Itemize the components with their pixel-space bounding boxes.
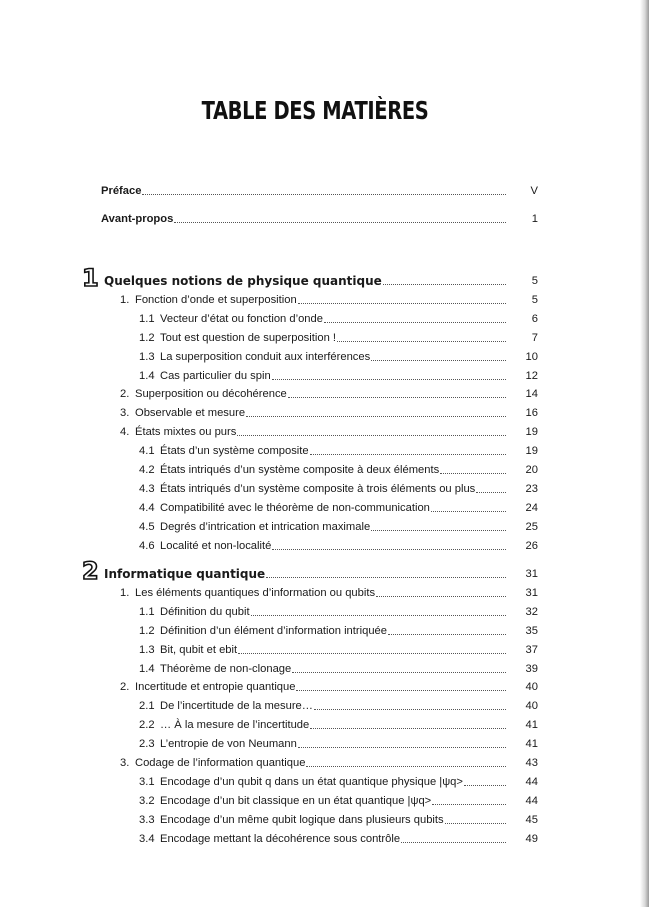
toc-entry[interactable] xyxy=(139,697,538,713)
toc-entry-text: États mixtes ou purs xyxy=(135,426,237,438)
dot-leader xyxy=(251,614,506,616)
toc-entry-text: La superposition conduit aux interférences xyxy=(160,351,371,363)
toc-entry-number: 3.1 xyxy=(139,776,155,788)
toc-entry-label xyxy=(120,387,287,401)
toc-entry-label xyxy=(120,680,295,694)
toc-entry-page: 41 xyxy=(525,719,538,731)
dot-leader xyxy=(440,472,506,474)
toc-entry-text: Degrés d’intrication et intrication maximale xyxy=(160,521,371,533)
toc-entry-number: 2.2 xyxy=(139,719,155,731)
toc-entry-text: États intriqués d’un système composite à deux éléments xyxy=(160,464,440,476)
dot-leader xyxy=(296,689,506,691)
toc-entry-text: De l’incertitude de la mesure… xyxy=(160,700,313,712)
page-title: TABLE DES MATIÈRES xyxy=(201,96,429,125)
dot-leader xyxy=(288,396,506,398)
toc-entry-text: Observable et mesure xyxy=(135,407,246,419)
toc-entry-label xyxy=(101,212,173,226)
toc-entry-page: 26 xyxy=(525,540,538,552)
toc-entry-number: 4.2 xyxy=(139,464,155,476)
toc-entry-number: 3.4 xyxy=(139,833,155,845)
dot-leader xyxy=(324,321,506,323)
toc-entry[interactable] xyxy=(120,291,538,307)
toc-entry-text: Fonction d’onde et superposition xyxy=(135,294,297,306)
toc-entry[interactable] xyxy=(139,310,538,326)
dot-leader xyxy=(174,221,506,223)
toc-entry-page: 49 xyxy=(525,833,538,845)
toc-entry-label xyxy=(139,605,250,619)
toc-entry-label xyxy=(139,624,387,638)
toc-entry[interactable] xyxy=(139,792,538,808)
toc-entry-page: 40 xyxy=(525,700,538,712)
toc-entry[interactable] xyxy=(139,499,538,515)
toc-entry-number: 3.3 xyxy=(139,814,155,826)
toc-entry[interactable] xyxy=(139,735,538,751)
toc-entry[interactable] xyxy=(104,565,538,581)
dot-leader xyxy=(142,193,506,195)
toc-entry-number: 2. xyxy=(120,388,130,400)
dot-leader xyxy=(445,822,506,824)
toc-entry-page: 32 xyxy=(525,606,538,618)
toc-entry[interactable] xyxy=(120,754,538,770)
toc-entry[interactable] xyxy=(139,518,538,534)
toc-entry-number: 1.3 xyxy=(139,644,155,656)
dot-leader xyxy=(298,746,506,748)
toc-entry[interactable] xyxy=(139,773,538,789)
toc-entry-text: Localité et non-localité xyxy=(160,540,272,552)
toc-entry-page: 7 xyxy=(531,332,538,344)
toc-entry-page: 39 xyxy=(525,663,538,675)
toc-entry[interactable] xyxy=(139,442,538,458)
toc-entry[interactable] xyxy=(101,210,538,226)
toc-entry-number: 1.4 xyxy=(139,370,155,382)
toc-entry-text: Cas particulier du spin xyxy=(160,370,271,382)
toc-entry-text: Superposition ou décohérence xyxy=(135,388,287,400)
toc-entry-number: 1.3 xyxy=(139,351,155,363)
dot-leader xyxy=(314,708,506,710)
toc-entry[interactable] xyxy=(139,367,538,383)
dot-leader xyxy=(464,784,506,786)
toc-entry-number: 1.1 xyxy=(139,606,155,618)
toc-entry[interactable] xyxy=(104,272,538,288)
dot-leader xyxy=(310,727,506,729)
toc-entry-page: 43 xyxy=(525,757,538,769)
toc-entry-text: Encodage d’un bit classique en un état quantique |ψq> xyxy=(160,795,432,807)
toc-entry[interactable] xyxy=(139,811,538,827)
toc-entry-text: Définition du qubit xyxy=(160,606,250,618)
toc-entry-label xyxy=(120,293,297,307)
dot-leader xyxy=(376,595,506,597)
toc-entry-text: Tout est question de superposition ! xyxy=(160,332,337,344)
toc-entry-text: Informatique quantique xyxy=(104,567,266,581)
toc-entry-number: 4.5 xyxy=(139,521,155,533)
toc-entry-text: … À la mesure de l’incertitude xyxy=(160,719,310,731)
toc-entry-page: 5 xyxy=(531,275,538,287)
toc-entry-label xyxy=(139,832,400,846)
dot-leader xyxy=(266,576,506,578)
toc-entry-label xyxy=(120,406,245,420)
dot-leader xyxy=(310,453,506,455)
toc-entry[interactable] xyxy=(139,603,538,619)
toc-entry[interactable] xyxy=(120,584,538,600)
toc-entry-text: Définition d’un élément d’information intriquée xyxy=(160,625,387,637)
toc-entry[interactable] xyxy=(139,830,538,846)
toc-entry[interactable] xyxy=(101,182,538,198)
toc-entry-page: 31 xyxy=(525,568,538,580)
toc-entry-page: 40 xyxy=(525,681,538,693)
toc-entry-page: 16 xyxy=(525,407,538,419)
toc-entry-number: 1.2 xyxy=(139,332,155,344)
toc-entry-page: 10 xyxy=(525,351,538,363)
toc-entry-label xyxy=(139,369,271,383)
toc-entry-label xyxy=(139,737,297,751)
toc-entry-text: Vecteur d’état ou fonction d’onde xyxy=(160,313,323,325)
toc-entry-label xyxy=(139,539,271,553)
toc-entry-page: 25 xyxy=(525,521,538,533)
dot-leader xyxy=(272,378,506,380)
toc-entry[interactable] xyxy=(139,329,538,345)
toc-entry-text: États d’un système composite xyxy=(160,445,309,457)
toc-entry-text: États intriqués d’un système composite à trois éléments ou plus xyxy=(160,483,476,495)
toc-entry-number: 4.3 xyxy=(139,483,155,495)
dot-leader xyxy=(401,841,506,843)
dot-leader xyxy=(272,548,506,550)
toc-entry[interactable] xyxy=(139,537,538,553)
toc-entry-page: 19 xyxy=(525,445,538,457)
toc-entry-page: 45 xyxy=(525,814,538,826)
chapter-number: 2 xyxy=(82,557,99,585)
toc-entry-page: 44 xyxy=(525,795,538,807)
toc-entry-label xyxy=(139,813,444,827)
toc-entry-label xyxy=(101,184,141,198)
toc-entry-label xyxy=(120,425,236,439)
toc-entry-page: 12 xyxy=(525,370,538,382)
toc-entry-text: Avant-propos xyxy=(101,213,174,225)
toc-entry-label xyxy=(139,463,439,477)
toc-entry-page: 31 xyxy=(525,587,538,599)
page-edge-shadow xyxy=(640,0,649,907)
toc-entry-page: 5 xyxy=(531,294,538,306)
toc-entry[interactable] xyxy=(120,678,538,694)
toc-entry-text: Bit, qubit et ebit xyxy=(160,644,238,656)
dot-leader xyxy=(246,415,506,417)
toc-entry-number: 1.2 xyxy=(139,625,155,637)
toc-entry[interactable] xyxy=(139,716,538,732)
toc-entry-text: Encodage d’un qubit q dans un état quantique physique |ψq> xyxy=(160,776,463,788)
toc-entry-label xyxy=(139,718,309,732)
toc-entry-page: 19 xyxy=(525,426,538,438)
dot-leader xyxy=(238,652,506,654)
toc-entry-number: 1. xyxy=(120,294,130,306)
toc-entry[interactable] xyxy=(139,461,538,477)
toc-entry[interactable] xyxy=(139,348,538,364)
toc-entry-label xyxy=(139,482,475,496)
toc-entry-number: 2. xyxy=(120,681,130,693)
toc-entry-page: 35 xyxy=(525,625,538,637)
toc-entry-page: V xyxy=(530,185,538,197)
toc-entry[interactable] xyxy=(139,622,538,638)
toc-entry-number: 4. xyxy=(120,426,130,438)
toc-entry-label xyxy=(120,586,375,600)
toc-entry[interactable] xyxy=(139,660,538,676)
toc-entry-page: 44 xyxy=(525,776,538,788)
toc-entry-label xyxy=(139,775,463,789)
toc-entry-page: 20 xyxy=(525,464,538,476)
toc-entry-number: 3.2 xyxy=(139,795,155,807)
toc-entry[interactable] xyxy=(120,385,538,401)
toc-entry-label xyxy=(139,662,291,676)
chapter-number: 1 xyxy=(82,264,99,292)
toc-entry-label xyxy=(139,331,336,345)
toc-entry-number: 1.1 xyxy=(139,313,155,325)
toc-entry-label xyxy=(139,520,370,534)
dot-leader xyxy=(476,491,506,493)
toc-entry-number: 4.4 xyxy=(139,502,155,514)
dot-leader xyxy=(371,529,506,531)
toc-entry-label xyxy=(139,350,370,364)
toc-entry-page: 24 xyxy=(525,502,538,514)
dot-leader xyxy=(237,434,506,436)
toc-entry-page: 1 xyxy=(531,213,538,225)
toc-entry-number: 4.1 xyxy=(139,445,155,457)
toc-entry[interactable] xyxy=(139,480,538,496)
dot-leader xyxy=(431,510,506,512)
toc-entry-number: 4.6 xyxy=(139,540,155,552)
toc-entry-text: L’entropie de von Neumann xyxy=(160,738,297,750)
toc-entry-page: 6 xyxy=(531,313,538,325)
toc-entry-number: 1.4 xyxy=(139,663,155,675)
toc-entry-text: Incertitude et entropie quantique xyxy=(135,681,296,693)
toc-entry-number: 2.1 xyxy=(139,700,155,712)
toc-entry-label xyxy=(104,274,382,288)
dot-leader xyxy=(337,340,506,342)
toc-entry-label xyxy=(139,444,309,458)
toc-entry-text: Préface xyxy=(101,185,142,197)
toc-entry-text: Les éléments quantiques d’information ou qubits xyxy=(135,587,376,599)
toc-entry-page: 23 xyxy=(525,483,538,495)
dot-leader xyxy=(371,359,506,361)
dot-leader xyxy=(298,302,506,304)
toc-entry-label xyxy=(104,567,265,581)
toc-entry-text: Encodage mettant la décohérence sous contrôle xyxy=(160,833,401,845)
dot-leader xyxy=(383,283,506,285)
dot-leader xyxy=(388,633,506,635)
toc-entry-label xyxy=(139,794,431,808)
dot-leader xyxy=(306,765,506,767)
toc-entry-text: Théorème de non-clonage xyxy=(160,663,292,675)
toc-entry-label xyxy=(139,643,237,657)
toc-entry-text: Quelques notions de physique quantique xyxy=(104,274,382,288)
toc-entry-number: 3. xyxy=(120,407,130,419)
toc-entry-label xyxy=(139,312,323,326)
dot-leader xyxy=(292,671,506,673)
toc-entry[interactable] xyxy=(120,423,538,439)
toc-entry-label xyxy=(120,756,305,770)
toc-entry-label xyxy=(139,699,313,713)
toc-entry-page: 41 xyxy=(525,738,538,750)
dot-leader xyxy=(432,803,506,805)
toc-entry-number: 1. xyxy=(120,587,130,599)
toc-entry-text: Codage de l’information quantique xyxy=(135,757,306,769)
toc-entry-text: Compatibilité avec le théorème de non-communication xyxy=(160,502,430,514)
toc-entry-text: Encodage d’un même qubit logique dans plusieurs qubits xyxy=(160,814,444,826)
toc-entry-page: 14 xyxy=(525,388,538,400)
toc-entry-number: 3. xyxy=(120,757,130,769)
toc-entry-number: 2.3 xyxy=(139,738,155,750)
toc-entry-label xyxy=(139,501,430,515)
toc-entry-page: 37 xyxy=(525,644,538,656)
toc-entry[interactable] xyxy=(120,404,538,420)
toc-entry[interactable] xyxy=(139,641,538,657)
